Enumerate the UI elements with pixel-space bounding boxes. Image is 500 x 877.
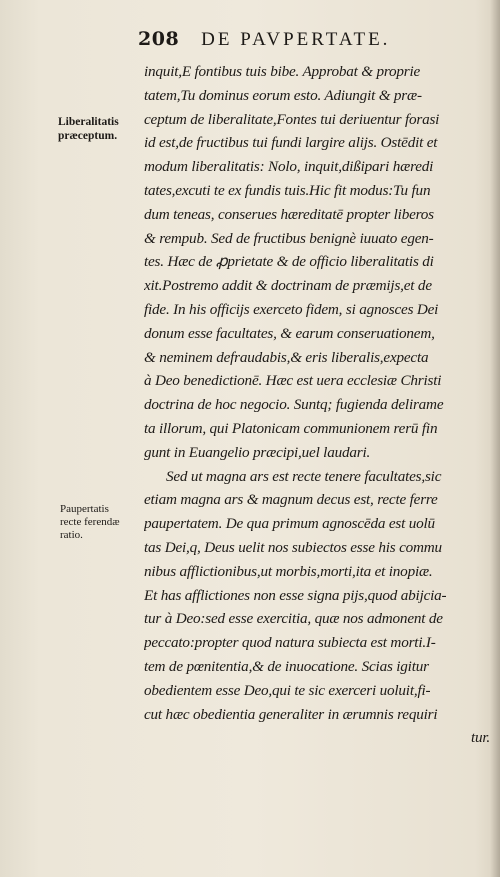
text-line: nibus afflictionibus,ut morbis,morti,ita et inopiæ. [144, 562, 433, 580]
text-line: & rempub. Sed de fructibus benignè iuuato egen- [144, 229, 434, 247]
text-line: tatem,Tu dominus eorum esto. Adiungit & præ- [144, 86, 422, 104]
text-line: ceptum de liberalitate,Fontes tui deriuentur forasi [144, 110, 440, 128]
text-line: fide. In his officijs exerceto fidem, si agnosces Dei [144, 300, 439, 318]
text-line: tas Dei,q, Deus uelit nos subiectos esse his commu [144, 538, 442, 556]
text-line: Et has afflictiones non esse signa pijs,quod abijcia- [144, 586, 447, 604]
text-line: tates,excuti te ex fundis tuis.Hic fit modus:Tu fun [144, 181, 431, 199]
text-line: xit.Postremo addit & doctrinam de præmijs,et de [144, 277, 432, 295]
text-line: & neminem defraudabis,& eris liberalis,expecta [144, 348, 429, 366]
marginal-note-line: præceptum. [58, 130, 118, 142]
text-line: donum esse facultates, & earum conseruationem, [144, 324, 435, 342]
text-line: à Deo benedictionē. Hæc est uera ecclesiæ Christi [144, 372, 442, 390]
text-line: modum liberalitatis: Nolo, inquit,dißipari hæredi [144, 158, 434, 176]
running-head: DE PAVPERTATE. [201, 29, 391, 50]
text-line: etiam magna ars & magnum decus est, recte ferre [144, 491, 438, 509]
text-line: dum teneas, conserues hæreditatē propter liberos [144, 205, 434, 223]
text-line: inquit,E fontibus tuis bibe. Approbat & proprie [144, 63, 421, 80]
marginal-note-line: Liberalitatis [58, 116, 119, 128]
text-line: tur à Deo:sed esse exercitia, quæ nos admonent de [144, 610, 443, 628]
page-header [138, 28, 478, 51]
text-line-paragraph-start: Sed ut magna ars est recte tenere facultates,sic [166, 467, 442, 485]
body-text [144, 60, 494, 750]
marginal-note-line: recte ferendæ [60, 516, 120, 528]
text-line: id est,de fructibus tui fundi largire alijs. Ostēdit et [144, 134, 438, 152]
text-line: paupertatem. De qua primum agnoscēda est uolū [144, 515, 435, 533]
page-number: 208 [138, 28, 180, 50]
text-line: cut hæc obedientia generaliter in ærumnis requiri [144, 705, 438, 723]
text-line: gunt in Euangelio præcipi,uel laudari. [144, 443, 371, 461]
marginal-note-paupertatis [60, 503, 120, 542]
text-line: obedientem esse Deo,qui te sic exerceri uoluit,fi- [144, 681, 431, 699]
text-line: peccato:propter quod natura subiecta est morti.I- [144, 634, 436, 652]
marginal-note-liberalitatis [58, 115, 119, 143]
text-line-last: tur. [470, 729, 490, 747]
text-line: tes. Hæc de ꝓprietate & de officio liberalitatis di [144, 253, 434, 271]
text-line: doctrina de hoc negocio. Suntq; fugienda delirame [144, 396, 444, 414]
text-line: ta illorum, qui Platonicam communionem rerū fin [144, 419, 438, 437]
marginal-note-line: Paupertatis [60, 503, 109, 515]
text-line: tem de pœnitentia,& de inuocatione. Scias igitur [144, 657, 429, 675]
marginal-note-line: ratio. [60, 529, 83, 541]
